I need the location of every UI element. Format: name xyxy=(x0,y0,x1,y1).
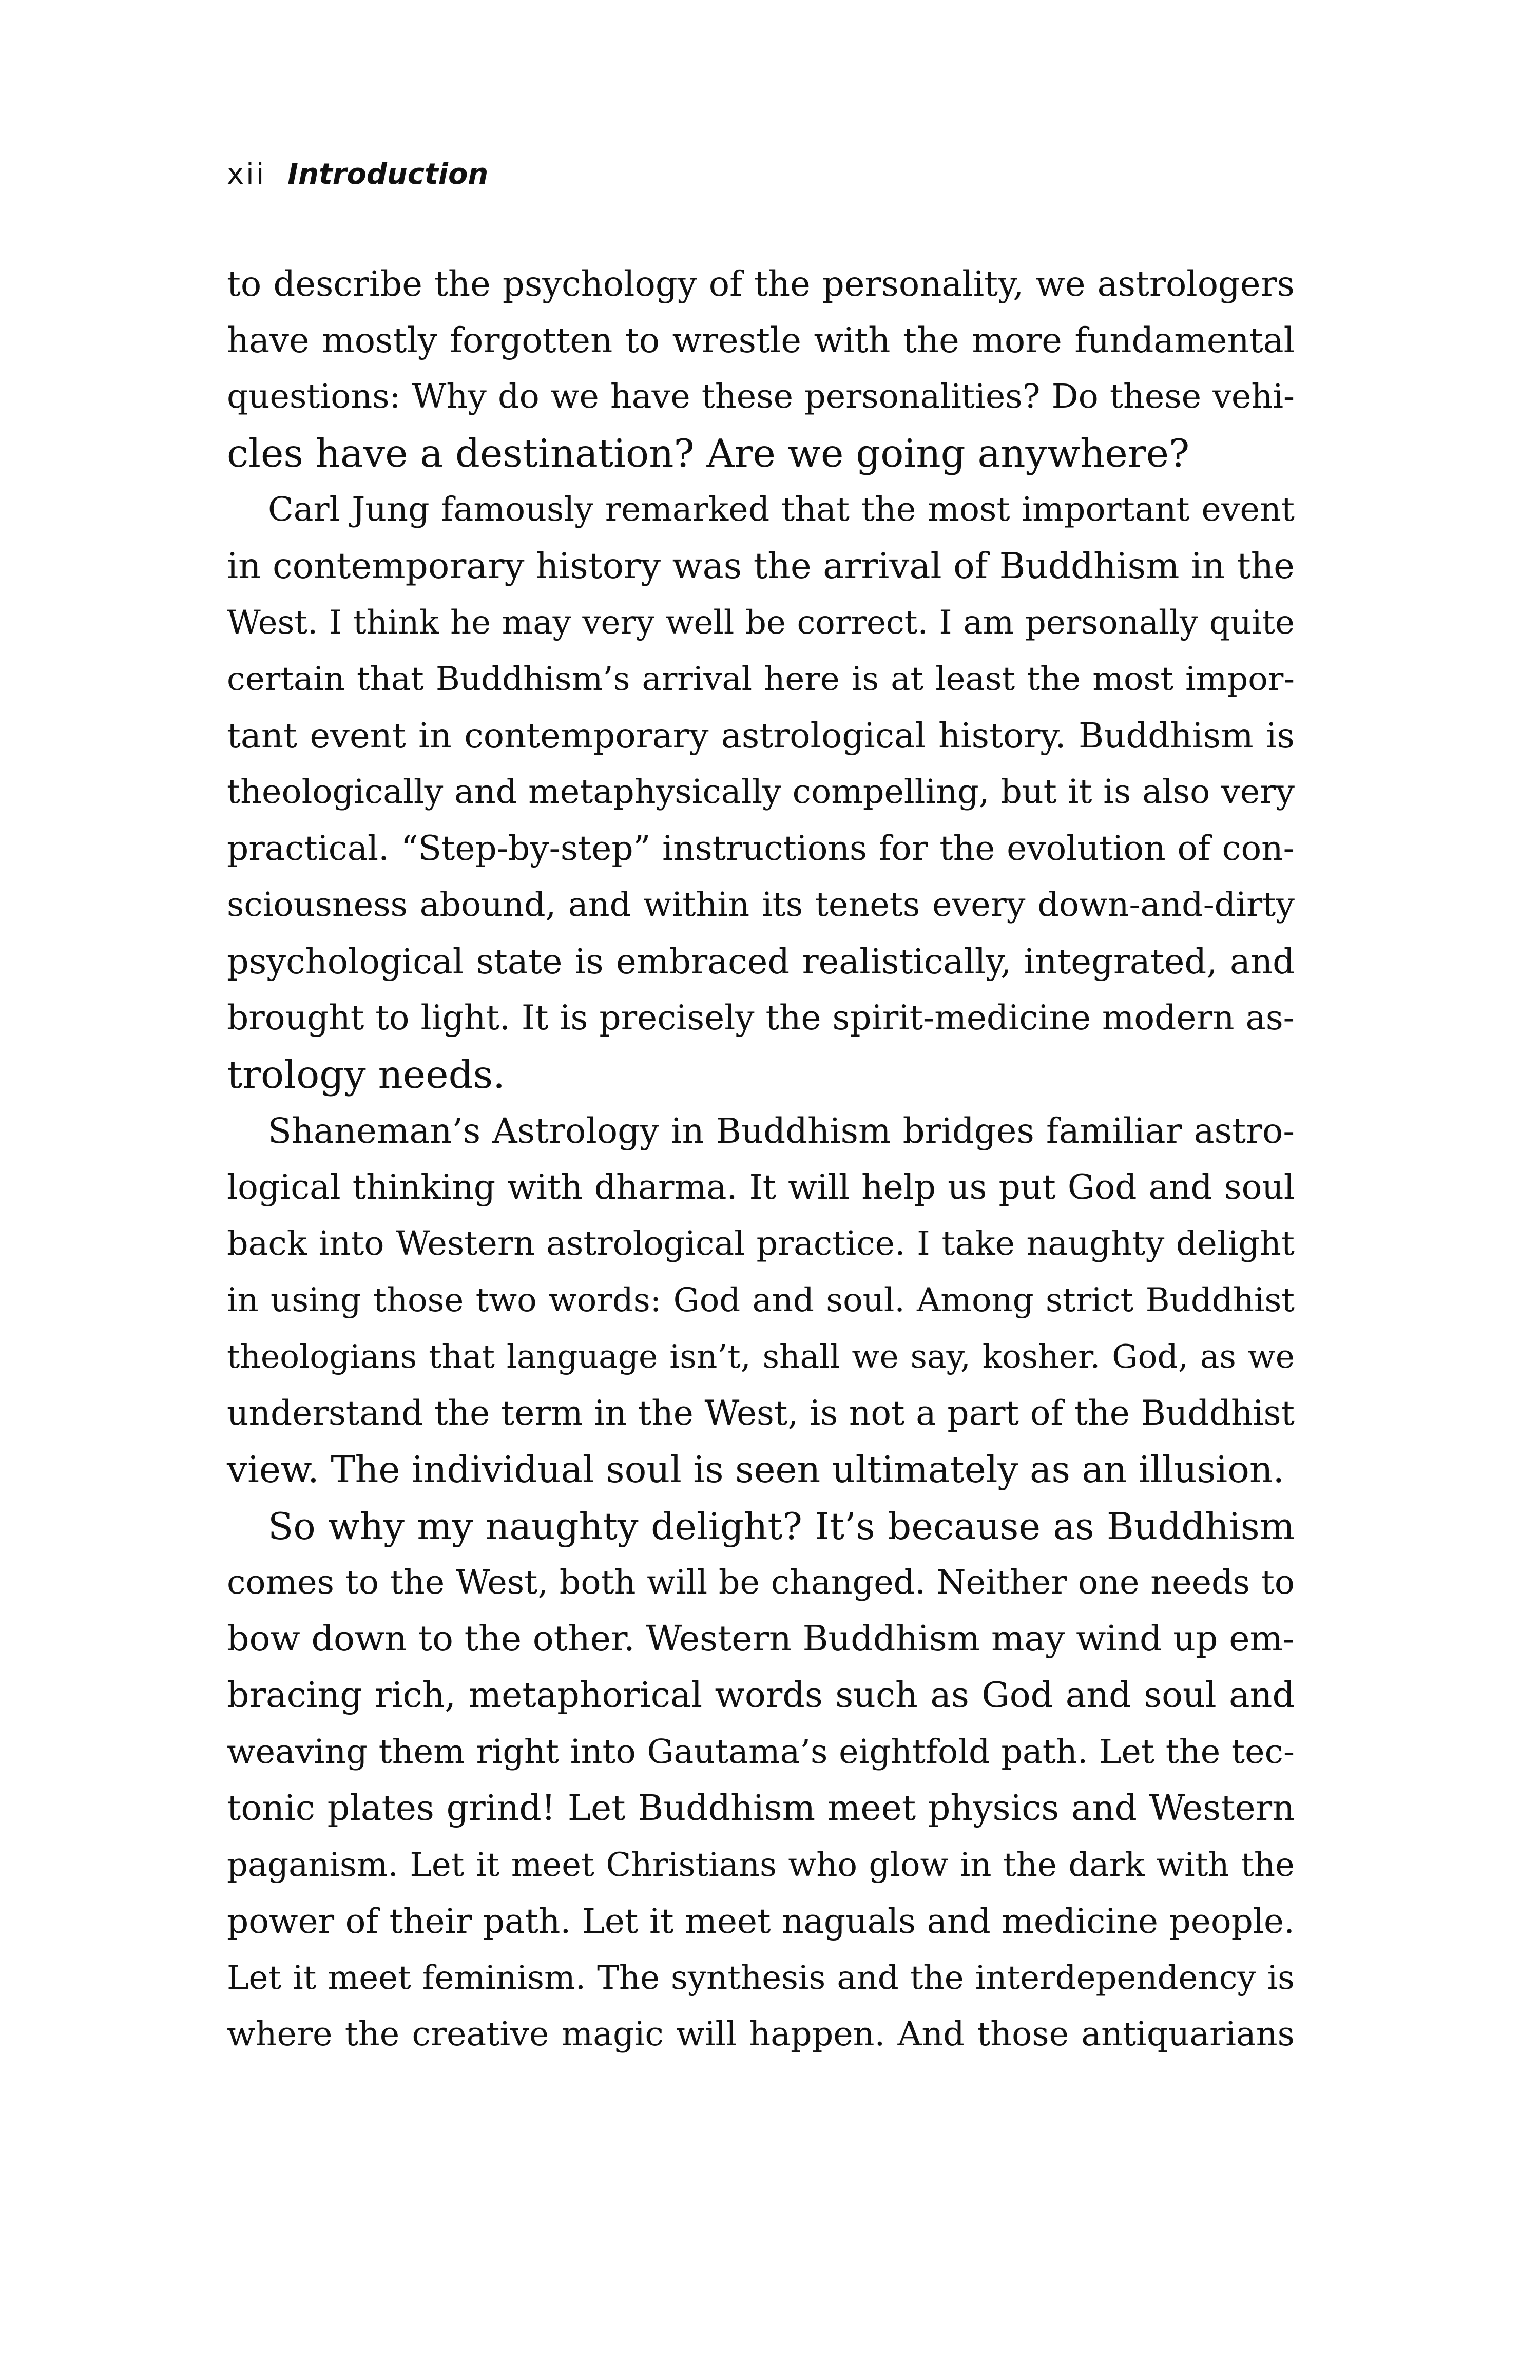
text-line: in contemporary history was the arrival of Buddhism in the xyxy=(227,546,1295,587)
paragraph xyxy=(227,1103,1295,1498)
text-line: So why my naughty delight? It’s because as Buddhism xyxy=(268,1505,1295,1548)
page-number: xii xyxy=(227,158,266,191)
text-line: cles have a destination? Are we going anywhere? xyxy=(227,431,1190,476)
text-line: Carl Jung famously remarked that the most important event xyxy=(268,490,1295,529)
text-line: view. The individual soul is seen ultimately as an illusion. xyxy=(227,1448,1285,1491)
paragraph xyxy=(227,482,1295,1103)
text-line: understand the term in the West, is not a part of the Buddhist xyxy=(227,1393,1295,1433)
text-line: have mostly forgotten to wrestle with the more fundamental xyxy=(227,320,1295,360)
text-line: weaving them right into Gautama’s eightfold path. Let the tec- xyxy=(227,1733,1295,1771)
text-line: to describe the psychology of the personality, we astrologers xyxy=(227,264,1295,304)
text-line: practical. “Step-by-step” instructions for the evolution of con- xyxy=(227,829,1295,868)
text-line: tant event in contemporary astrological history. Buddhism is xyxy=(227,716,1295,756)
text-line: theologians that language isn’t, shall we say, kosher. God, as we xyxy=(227,1338,1295,1375)
body-text xyxy=(227,256,1295,2063)
text-line: where the creative magic will happen. And those antiquarians xyxy=(227,2015,1295,2053)
text-line: paganism. Let it meet Christians who glow in the dark with the xyxy=(227,1846,1295,1884)
text-line: questions: Why do we have these personalities? Do these vehi- xyxy=(227,377,1295,416)
text-line: sciousness abound, and within its tenets every down-and-dirty xyxy=(227,886,1295,924)
text-line: comes to the West, both will be changed. Neither one needs to xyxy=(227,1563,1295,1602)
paragraph xyxy=(227,1498,1295,2063)
text-line: Shaneman’s Astrology in Buddhism bridges familiar astro- xyxy=(268,1111,1295,1151)
text-line: certain that Buddhism’s arrival here is at least the most impor- xyxy=(227,660,1295,698)
text-line: theologically and metaphysically compelling, but it is also very xyxy=(227,773,1295,811)
running-head xyxy=(227,154,488,195)
text-line: brought to light. It is precisely the spirit-medicine modern as- xyxy=(227,998,1295,1038)
text-line: in using those two words: God and soul. Among strict Buddhist xyxy=(227,1281,1295,1319)
text-line: Let it meet feminism. The synthesis and the interdependency is xyxy=(227,1959,1295,1997)
text-line: bow down to the other. Western Buddhism may wind up em- xyxy=(227,1619,1295,1659)
text-line: tonic plates grind! Let Buddhism meet physics and Western xyxy=(227,1788,1295,1829)
text-line: bracing rich, metaphorical words such as God and soul and xyxy=(227,1675,1295,1716)
text-line: psychological state is embraced realistically, integrated, and xyxy=(227,942,1295,982)
text-line: logical thinking with dharma. It will help us put God and soul xyxy=(227,1167,1295,1207)
section-title: Introduction xyxy=(287,158,489,191)
paragraph xyxy=(227,256,1295,482)
text-line: back into Western astrological practice. I take naughty delight xyxy=(227,1224,1295,1263)
text-line: West. I think he may very well be correct. I am personally quite xyxy=(227,604,1295,642)
text-line: trology needs. xyxy=(227,1052,505,1097)
text-line: power of their path. Let it meet naguals and medicine people. xyxy=(227,1902,1295,1941)
